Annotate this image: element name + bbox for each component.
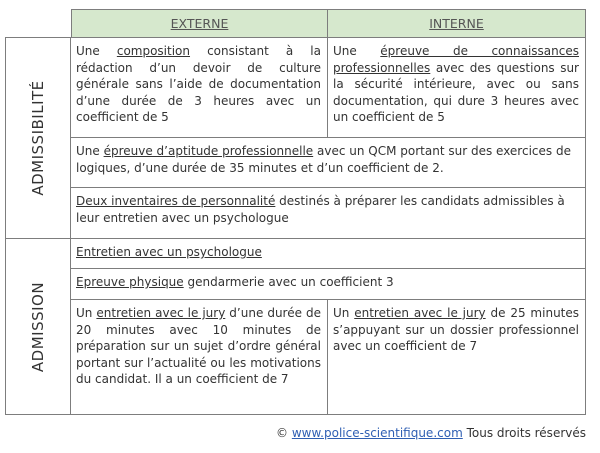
cell-admission-externe <box>70 299 328 415</box>
header-externe <box>71 9 328 38</box>
row-admissibilite-label: ADMISSIBILITÉ <box>29 80 47 196</box>
site-link[interactable]: www.police-scientifique.com <box>291 426 463 440</box>
text: Un <box>76 306 97 320</box>
text: Une <box>333 44 381 58</box>
epreuve-physique-link[interactable]: Epreuve physique <box>76 275 184 289</box>
inventaires-link[interactable]: Deux inventaires de personnalité <box>76 194 276 208</box>
composition-link[interactable]: composition <box>116 44 191 58</box>
header-externe-label: EXTERNE <box>170 16 229 31</box>
text: Une <box>76 144 104 158</box>
cell-admissibilite-externe <box>70 37 328 138</box>
entretien-jury-link[interactable]: entretien avec le jury <box>96 306 226 320</box>
text: gendarmerie avec un coefficient 3 <box>183 275 394 289</box>
text: d’une durée de 20 minutes avec 10 minutes de préparation sur un sujet d’ordre général portant sur l’actualité ou les motivations du candidat. Il a un coefficient de 7 <box>76 306 321 386</box>
text: avec des questions sur la sécurité intérieure, avec ou sans documentation, qui dure 3 heures avec un coefficient de 5 <box>333 60 579 124</box>
footer <box>276 426 586 440</box>
entretien-jury-link[interactable]: entretien avec le jury <box>354 306 486 320</box>
entretien-psy-link[interactable]: Entretien avec un psychologue <box>76 245 262 259</box>
epreuve-connaissances-link[interactable]: épreuve de connaissances professionnelles <box>333 44 579 75</box>
header-interne <box>327 9 586 38</box>
rights-text: Tous droits réservés <box>466 426 586 440</box>
row-admission <box>5 238 71 415</box>
text: Un <box>333 306 355 320</box>
cell-admissibilite-interne <box>327 37 586 138</box>
cell-aptitude <box>70 137 586 188</box>
row-admissibilite <box>5 37 71 239</box>
copyright-symbol: © <box>276 426 289 440</box>
text: destinés à préparer les candidats admissibles à leur entretien avec un psychologue <box>76 194 565 225</box>
cell-epreuve-physique <box>70 268 586 300</box>
text: de 25 minutes s’appuyant sur un dossier professionnel avec un coefficient de 7 <box>333 306 580 353</box>
cell-inventaires <box>70 187 586 239</box>
cell-admission-interne <box>327 299 586 415</box>
header-interne-label: INTERNE <box>429 16 484 31</box>
cell-entretien-psy <box>70 238 586 269</box>
text: Une <box>76 44 117 58</box>
text: avec un QCM portant sur des exercices de logiques, d’une durée de 35 minutes et d’un coefficient de 2. <box>76 144 571 175</box>
epreuve-aptitude-link[interactable]: épreuve d’aptitude professionnelle <box>103 144 314 158</box>
row-admission-label: ADMISSION <box>29 281 47 372</box>
text: consistant à la rédaction d’un devoir de culture générale sans l’aide de documentation d’une durée de 3 heures avec un coefficient de 5 <box>76 44 321 124</box>
